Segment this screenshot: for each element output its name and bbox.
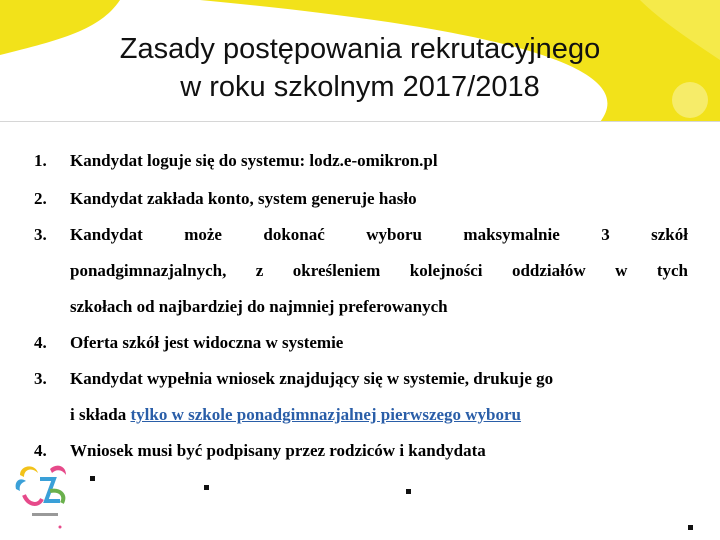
logo-blue-arc	[16, 479, 26, 491]
list-item-line	[70, 261, 688, 281]
word: ponadgimnazjalnych,	[70, 261, 227, 280]
list-item-line	[70, 225, 688, 245]
logo-caption-line	[32, 513, 58, 516]
title-line-2: w roku szkolnym 2017/2018	[180, 71, 540, 103]
word: 3	[601, 225, 610, 244]
list-number: 1.	[34, 151, 47, 170]
word: z	[255, 261, 264, 280]
logo-yellow-arc	[20, 466, 38, 477]
word: Kandydat	[70, 225, 143, 244]
word: kolejności	[409, 261, 483, 280]
word: oddziałów	[511, 261, 586, 280]
word: tych	[656, 261, 688, 280]
school-logo	[10, 455, 80, 535]
logo-pink-arc	[50, 466, 66, 475]
word: wyboru	[366, 225, 422, 244]
first-choice-school-link[interactable]: tylko w szkole ponadgimnazjalnej pierwszego wyboru	[130, 405, 522, 424]
bullet-dot	[90, 476, 95, 481]
word: maksymalnie	[463, 225, 560, 244]
list-number: 4.	[34, 333, 47, 352]
list-item-text: Wniosek musi być podpisany przez rodziców i kandydata	[70, 441, 486, 460]
bullet-dot	[688, 525, 693, 530]
line-prefix: i składa	[70, 405, 131, 424]
list-item-text: Kandydat loguje się do systemu: lodz.e-omikron.pl	[70, 151, 438, 170]
list-item-text: Oferta szkół jest widoczna w systemie	[70, 333, 344, 352]
list-number: 3.	[34, 369, 47, 388]
word: może	[184, 225, 222, 244]
list-number: 4.	[34, 441, 47, 460]
list-item-text: Kandydat zakłada konto, system generuje hasło	[70, 189, 417, 208]
slide-header	[0, 0, 720, 122]
list-number: 2.	[34, 189, 47, 208]
word: określeniem	[292, 261, 381, 280]
list-item-text: Kandydat wypełnia wniosek znajdujący się w systemie, drukuje go	[70, 369, 554, 388]
header-divider	[0, 121, 720, 122]
logo-dot	[59, 526, 62, 529]
page-title	[0, 30, 720, 106]
bullet-dot	[406, 489, 411, 494]
bullet-dot	[204, 485, 209, 490]
list-number: 3.	[34, 225, 47, 244]
logo-pink-stroke	[24, 495, 42, 504]
word: w	[615, 261, 628, 280]
title-line-1: Zasady postępowania rekrutacyjnego	[119, 33, 601, 65]
list-item-line	[70, 405, 521, 425]
word: dokonać	[263, 225, 325, 244]
word: szkół	[651, 225, 688, 244]
list-item-line: szkołach od najbardziej do najmniej preferowanych	[70, 297, 448, 316]
